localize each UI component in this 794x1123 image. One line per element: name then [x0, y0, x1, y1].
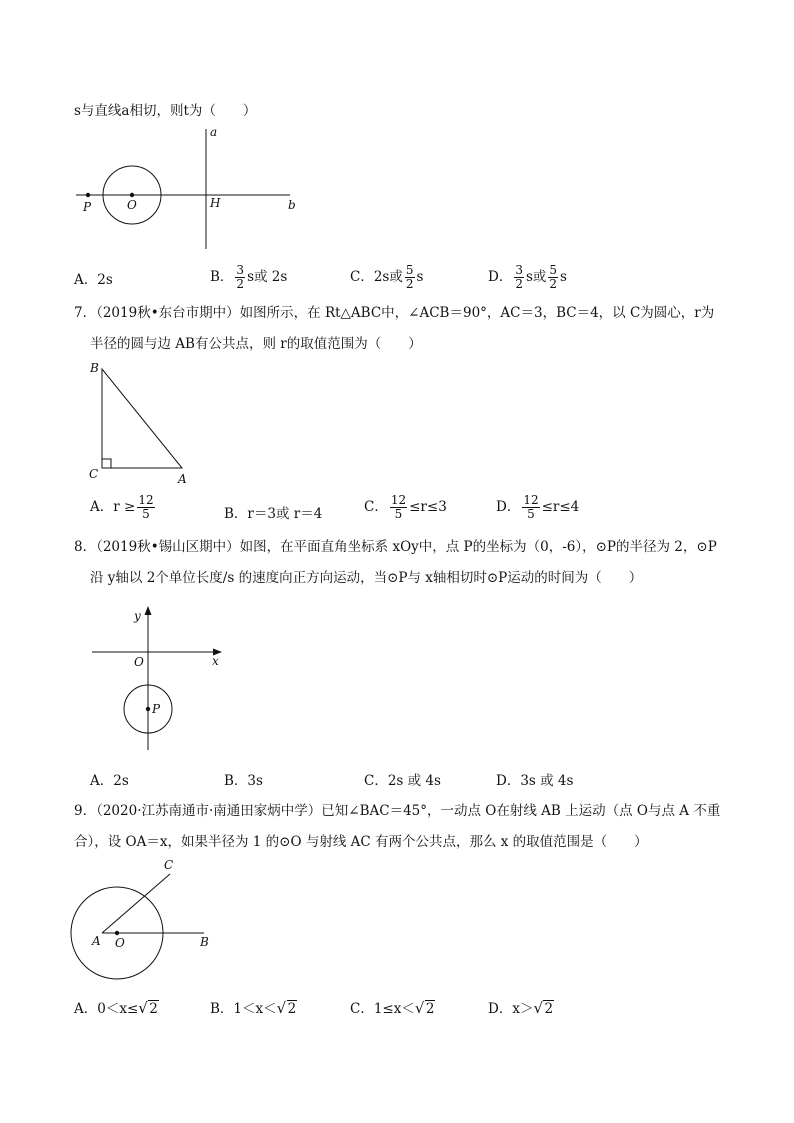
label-o: O: [127, 198, 137, 212]
q6-option-c[interactable]: C．2s或 $\frac{5}{2}$ s: [350, 263, 424, 291]
q7-option-d[interactable]: D． $\frac{12}{5}$ ≤r≤4: [496, 493, 580, 521]
label-o: O: [134, 655, 144, 669]
q8-stem-line1: 8．（2019秋•锡山区期中）如图，在平面直角坐标系 xOy中，点 P的坐标为（0，-6），⊙P的半径为 2，⊙P: [74, 539, 717, 555]
label-b: B: [90, 361, 99, 375]
fraction: $\frac{12}{5}$: [390, 493, 407, 521]
label-a: A: [92, 934, 101, 948]
label-o: O: [115, 936, 125, 950]
q9-option-a[interactable]: A．0＜x≤√ 2: [74, 997, 159, 1017]
point-p: [86, 193, 90, 197]
fraction: $\frac{12}{5}$: [523, 493, 539, 521]
label-a: a: [210, 125, 218, 139]
q7-option-c[interactable]: C． $\frac{12}{5}$ ≤r≤3: [364, 493, 447, 521]
q8-option-c[interactable]: C．2s 或 4s: [364, 773, 441, 789]
point-p: [146, 707, 150, 711]
label-c: C: [89, 467, 99, 481]
q8-figure: [86, 600, 236, 755]
q9-options: [74, 997, 734, 1021]
fraction: $\frac{3}{2}$: [236, 263, 245, 291]
q9-option-b[interactable]: B．1＜x＜√ 2: [210, 997, 297, 1017]
q7-figure: [86, 360, 196, 490]
fraction: $\frac{5}{2}$: [549, 263, 558, 291]
q6-option-d[interactable]: D． $\frac{3}{2}$ s或 $\frac{5}{2}$ s: [488, 263, 567, 291]
label-y: y: [134, 609, 141, 623]
q6-stem-tail: s与直线a相切，则t为（ ）: [74, 103, 257, 119]
q7-options: [90, 493, 750, 522]
q9-figure: [66, 855, 226, 990]
point-o: [115, 931, 119, 935]
q8-option-d[interactable]: D．3s 或 4s: [496, 773, 574, 789]
y-axis-arrow: [145, 606, 152, 615]
fraction: $\frac{12}{5}$: [138, 493, 154, 521]
q7-option-b[interactable]: B．r＝3或 r＝4: [224, 506, 323, 522]
q6-option-b[interactable]: B． $\frac{3}{2}$ s或 2s: [210, 263, 288, 291]
q7-stem-line2: 半径的圆与边 AB有公共点，则 r的取值范围为（ ）: [90, 336, 422, 352]
label-p: P: [83, 200, 92, 214]
q9-stem-line1: 9．（2020·江苏南通市·南通田家炳中学）已知∠BAC＝45°，一动点 O在射线 AB 上运动（点 O与点 A 不重: [74, 803, 721, 819]
q6-figure: [70, 125, 310, 255]
sqrt: √ 2: [138, 1001, 159, 1017]
label-p: P: [152, 702, 161, 716]
q7-stem-line1: 7．（2019秋•东台市期中）如图所示，在 Rt△ABC中，∠ACB＝90°，AC＝3，BC＝4，以 C为圆心，r为: [74, 305, 715, 321]
sqrt: √ 2: [415, 1001, 436, 1017]
sqrt: √ 2: [277, 1001, 298, 1017]
point-o: [130, 193, 134, 197]
q9-option-c[interactable]: C．1≤x＜√ 2: [350, 997, 435, 1017]
q8-option-a[interactable]: A．2s: [90, 773, 129, 789]
q8-stem-line2: 沿 y轴以 2个单位长度/s 的速度向正方向运动，当⊙P与 x轴相切时⊙P运动的时间为（ ）: [90, 570, 643, 586]
q9-option-d[interactable]: D．x＞√ 2: [488, 997, 554, 1017]
q6-option-a[interactable]: A．2s: [74, 272, 113, 288]
label-h: H: [210, 196, 221, 210]
ray-ac: [102, 874, 170, 933]
label-b: b: [288, 198, 296, 212]
q7-option-a[interactable]: A．r ≥ $\frac{12}{5}$: [90, 493, 154, 521]
fraction: $\frac{3}{2}$: [515, 263, 523, 291]
q6-options: [74, 263, 734, 291]
right-angle-mark: [102, 459, 111, 468]
label-b: B: [200, 935, 209, 949]
q9-stem-line2: 合），设 OA＝x，如果半径为 1 的⊙O 与射线 AC 有两个公共点，那么 x 的取值范围是（ ）: [74, 834, 648, 850]
label-a: A: [178, 472, 187, 486]
triangle-abc: [102, 369, 182, 468]
q8-option-b[interactable]: B．3s: [224, 773, 263, 789]
q8-options: [90, 769, 750, 793]
fraction: $\frac{5}{2}$: [405, 263, 414, 291]
sqrt: √ 2: [533, 1001, 554, 1017]
label-c: C: [164, 858, 174, 872]
label-x: x: [212, 654, 219, 668]
